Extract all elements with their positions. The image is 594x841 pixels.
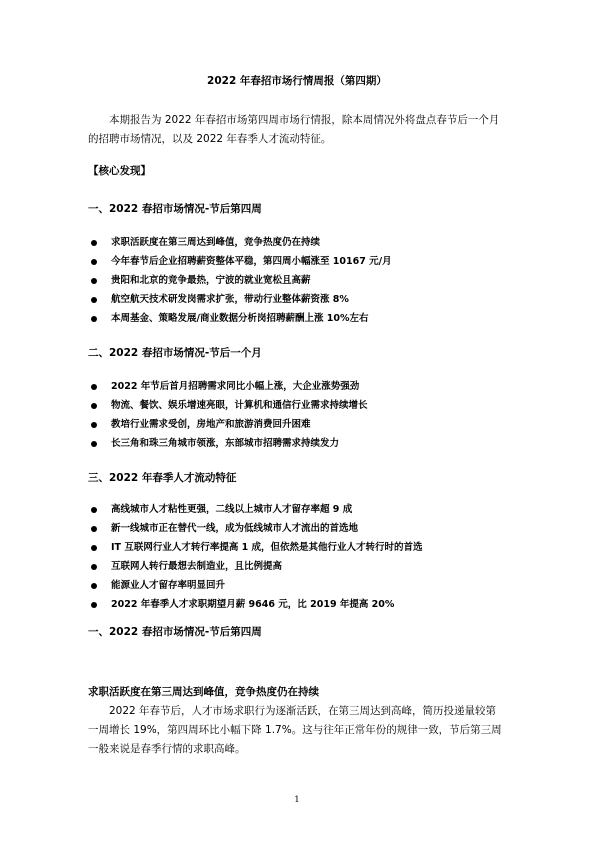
bullet-dot-icon xyxy=(91,507,97,513)
bullet-text: 长三角和珠三角城市领涨，东部城市招聘需求持续发力 xyxy=(111,438,340,449)
detail-subheading: 求职活跃度在第三周达到峰值，竞争热度仍在持续 xyxy=(88,686,319,698)
bullet-text: 新一线城市正在替代一线，成为低线城市人才流出的首选地 xyxy=(111,523,359,534)
bullet-dot-icon xyxy=(91,316,97,322)
intro-paragraph: 本期报告为 2022 年春招市场第四周市场行情报，除本周情况外将盘点春节后一个月的招聘市场情况，以及 2022 年春季人才流动特征。 xyxy=(88,114,500,145)
bullet-text: 2022 年节后首月招聘需求同比小幅上涨，大企业涨势强劲 xyxy=(111,381,360,392)
bullet-dot-icon xyxy=(91,240,97,246)
bullet-dot-icon xyxy=(91,583,97,589)
bullet-dot-icon xyxy=(91,278,97,284)
core-findings-heading: 【核心发现】 xyxy=(88,165,151,177)
bullet-text: 航空航天技术研发岗需求扩张，带动行业整体薪资涨 8% xyxy=(111,294,349,305)
bullet-text: 互联网人转行最想去制造业，且比例提高 xyxy=(111,561,283,572)
bullet-text: 求职活跃度在第三周达到峰值，竞争热度仍在持续 xyxy=(111,237,321,248)
document-title: 2022 年春招市场行情周报（第四期） xyxy=(207,75,387,87)
bullet-text: 教培行业需求受创，房地产和旅游消费回升困难 xyxy=(111,419,311,430)
bullet-text: 物流、餐饮、娱乐增速亮眼，计算机和通信行业需求持续增长 xyxy=(111,400,368,411)
bullet-dot-icon xyxy=(91,259,97,265)
bullet-dot-icon xyxy=(91,403,97,409)
bullet-dot-icon xyxy=(91,564,97,570)
section-3-heading: 三、2022 年春季人才流动特征 xyxy=(88,472,237,484)
bullet-dot-icon xyxy=(91,526,97,532)
bullet-dot-icon xyxy=(91,422,97,428)
bullet-dot-icon xyxy=(91,545,97,551)
bullet-text: 2022 年春季人才求职期望月薪 9646 元，比 2019 年提高 20% xyxy=(111,599,395,610)
section-1-heading: 一、2022 春招市场情况-节后第四周 xyxy=(88,203,262,215)
bullet-dot-icon xyxy=(91,602,97,608)
bullet-dot-icon xyxy=(91,441,97,447)
detail-paragraph: 2022 年春节后，人才市场求职行为逐渐活跃，在第三周达到高峰，简历投递量较第一周增长 19%，第四周环比小幅下降 1.7%。这与往年正常年份的规律一致，节后第三周一般来说是春季行情的求职高峰。 xyxy=(88,705,502,755)
detail-section-heading: 一、2022 春招市场情况-节后第四周 xyxy=(88,626,262,638)
page-number: 1 xyxy=(294,795,300,805)
bullet-text: 高线城市人才粘性更强，二线以上城市人才留存率超 9 成 xyxy=(111,504,353,515)
bullet-dot-icon xyxy=(91,297,97,303)
bullet-text: 今年春节后企业招聘薪资整体平稳，第四周小幅涨至 10167 元/月 xyxy=(111,256,392,267)
bullet-text: 能源业人才留存率明显回升 xyxy=(111,580,226,591)
bullet-dot-icon xyxy=(91,384,97,390)
section-2-heading: 二、2022 春招市场情况-节后一个月 xyxy=(88,347,262,359)
bullet-text: IT 互联网行业人才转行率提高 1 成，但依然是其他行业人才转行时的首选 xyxy=(111,542,423,553)
bullet-text: 贵阳和北京的竞争最热，宁波的就业宽松且高薪 xyxy=(111,275,311,286)
bullet-text: 本周基金、策略发展/商业数据分析岗招聘薪酬上涨 10%左右 xyxy=(111,313,369,324)
